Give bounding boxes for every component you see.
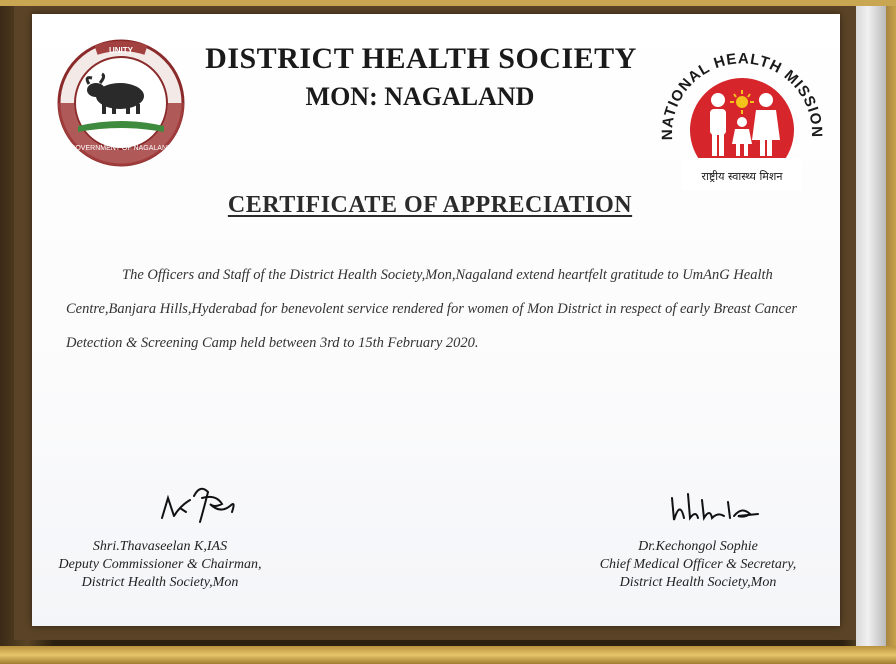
right-signatory-organisation: District Health Society,Mon	[619, 575, 777, 590]
left-signatory-name: Shri.Thavaseelan K,IAS	[92, 539, 228, 554]
certificate-title: CERTIFICATE OF APPRECIATION	[227, 192, 633, 218]
nagaland-government-seal-icon	[56, 38, 186, 168]
svg-text:NATIONAL HEALTH MISSION: NATIONAL HEALTH MISSION	[658, 50, 826, 141]
header-title-line1: DISTRICT HEALTH SOCIETY	[205, 42, 637, 75]
left-signature-icon	[150, 478, 250, 528]
left-signatory-organisation: District Health Society,Mon	[81, 575, 239, 590]
frame-right-edge	[856, 6, 886, 646]
right-signature-icon	[664, 488, 764, 528]
right-signatory-designation: Chief Medical Officer & Secretary,	[599, 557, 797, 572]
frame-gold-bottom	[0, 646, 896, 664]
header-title-line2: MON: NAGALAND	[305, 82, 535, 111]
certificate-body: The Officers and Staff of the District Health Society,Mon,Nagaland extend heartfelt gratitude to UmAnG Health Centre,Banjara Hills,Hyderabad for benevolent service rendered for women of Mon District in respect of early Breast Cancer Detection & Screening Camp held between 3rd to 15th February 2020.	[66, 267, 798, 351]
svg-text:राष्ट्रीय स्वास्थ्य मिशन: राष्ट्रीय स्वास्थ्य मिशन	[701, 170, 783, 183]
svg-text:GOVERNMENT OF NAGALAND: GOVERNMENT OF NAGALAND	[69, 145, 173, 152]
right-signatory-name: Dr.Kechongol Sophie	[638, 539, 758, 554]
left-signatory	[40, 538, 280, 592]
right-signatory	[578, 538, 818, 592]
left-signatory-designation: Deputy Commissioner & Chairman,	[58, 557, 262, 572]
national-health-mission-logo-icon	[652, 40, 832, 190]
svg-text:UNITY: UNITY	[109, 46, 133, 55]
